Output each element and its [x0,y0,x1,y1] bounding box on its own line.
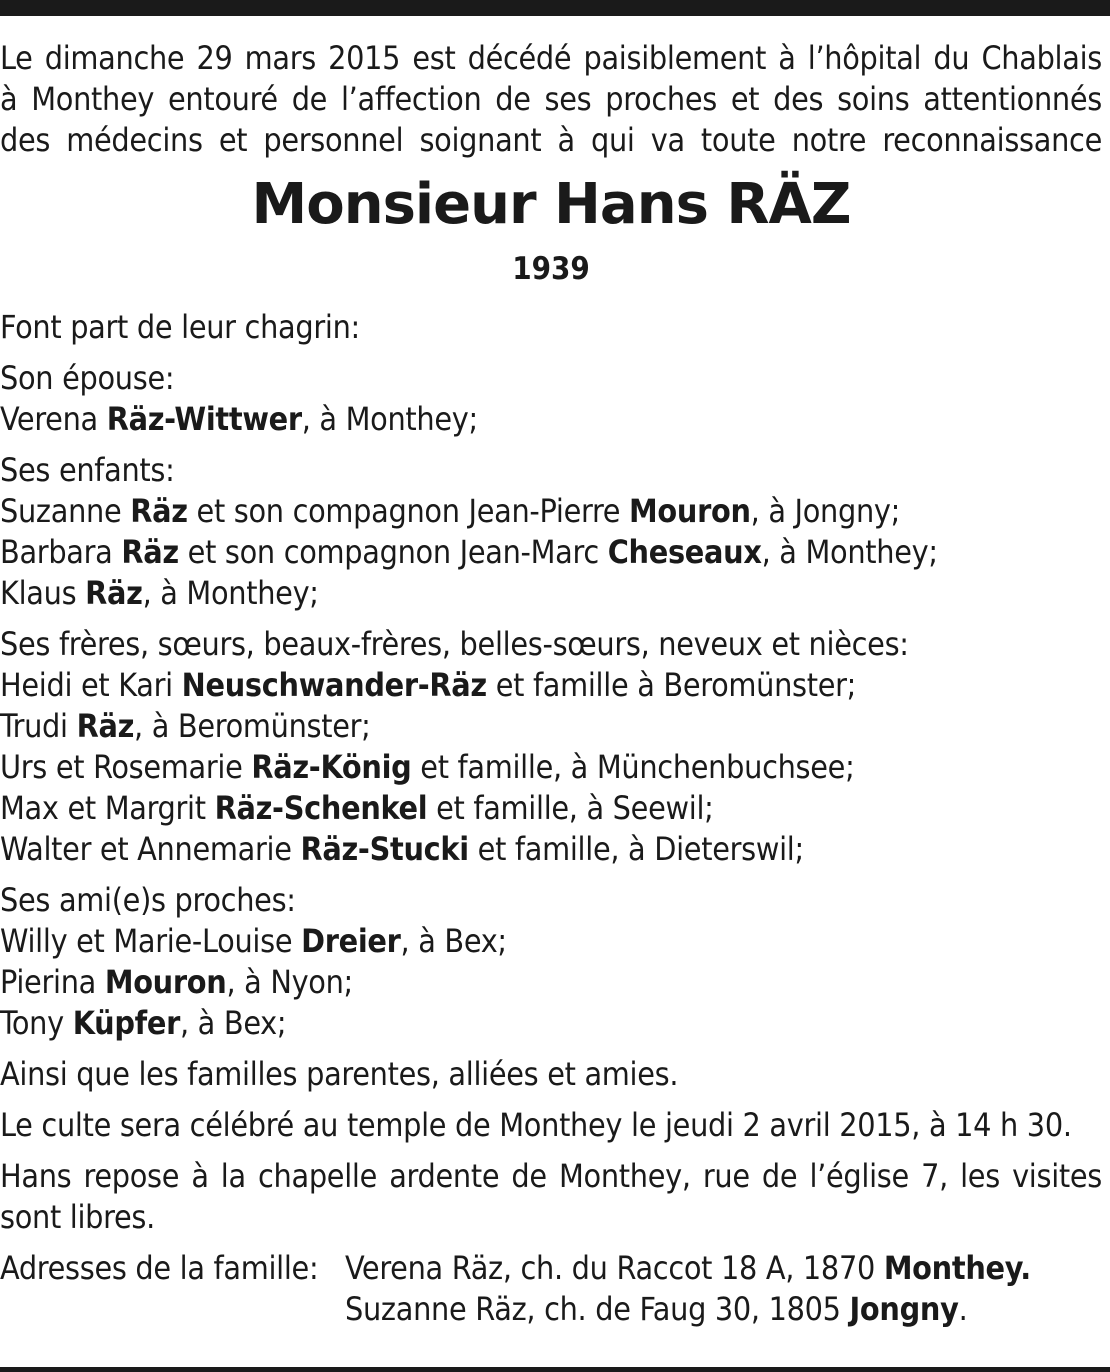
bottom-border-rule [0,1367,1110,1372]
siblings-section [0,624,1102,870]
repose-info [0,1156,1102,1238]
family-entry: Heidi et Kari Neuschwander-Räz et famille à Beromünster; [0,666,857,704]
obituary-notice [0,38,1102,1330]
children-section [0,450,1102,614]
repose-line-1: Hans repose à la chapelle ardente de Monthey, rue de l’église 7, les visites [0,1157,1102,1195]
announcement: Font part de leur chagrin: [0,308,360,346]
addresses-label: Adresses de la famille: [0,1249,319,1287]
friends-section [0,880,1102,1044]
family-entry: Suzanne Räz et son compagnon Jean-Pierre Mouron, à Jongny; [0,492,901,530]
family-entry: Pierina Mouron, à Nyon; [0,963,353,1001]
intro-line-1: Le dimanche 29 mars 2015 est décédé paisiblement à l’hôpital du Chablais [0,39,1102,77]
top-border-rule [0,0,1110,16]
family-addresses [0,1248,1102,1330]
family-entry: Barbara Räz et son compagnon Jean-Marc Cheseaux, à Monthey; [0,533,938,571]
children-heading: Ses enfants: [0,451,175,489]
family-entry: Walter et Annemarie Räz-Stucki et famille, à Dieterswil; [0,830,804,868]
birth-year: 1939 [512,251,590,287]
address-line: Verena Räz, ch. du Raccot 18 A, 1870 Monthey. [345,1249,1031,1287]
family-entry: Klaus Räz, à Monthey; [0,574,319,612]
address-line: Suzanne Räz, ch. de Faug 30, 1805 Jongny. [345,1290,968,1328]
friends-heading: Ses ami(e)s proches: [0,881,296,919]
spouse-section [0,358,1102,440]
family-entry: Trudi Räz, à Beromünster; [0,707,371,745]
repose-line-2: sont libres. [0,1198,155,1236]
spouse-heading: Son épouse: [0,359,175,397]
intro-paragraph [0,38,1102,161]
families-line: Ainsi que les familles parentes, alliées et amies. [0,1055,679,1093]
deceased-name: Monsieur Hans RÄZ [251,172,851,237]
family-entry: Verena Räz-Wittwer, à Monthey; [0,400,478,438]
family-entry: Max et Margrit Räz-Schenkel et famille, à Seewil; [0,789,714,827]
family-entry: Tony Küpfer, à Bex; [0,1004,287,1042]
family-entry: Urs et Rosemarie Räz-König et famille, à Münchenbuchsee; [0,748,855,786]
intro-line-2: à Monthey entouré de l’affection de ses proches et des soins attentionnés [0,80,1102,118]
service-info: Le culte sera célébré au temple de Monthey le jeudi 2 avril 2015, à 14 h 30. [0,1106,1072,1144]
siblings-heading: Ses frères, sœurs, beaux-frères, belles-sœurs, neveux et nièces: [0,625,909,663]
family-entry: Willy et Marie-Louise Dreier, à Bex; [0,922,507,960]
intro-line-3: des médecins et personnel soignant à qui va toute notre reconnaissance [0,121,1102,159]
